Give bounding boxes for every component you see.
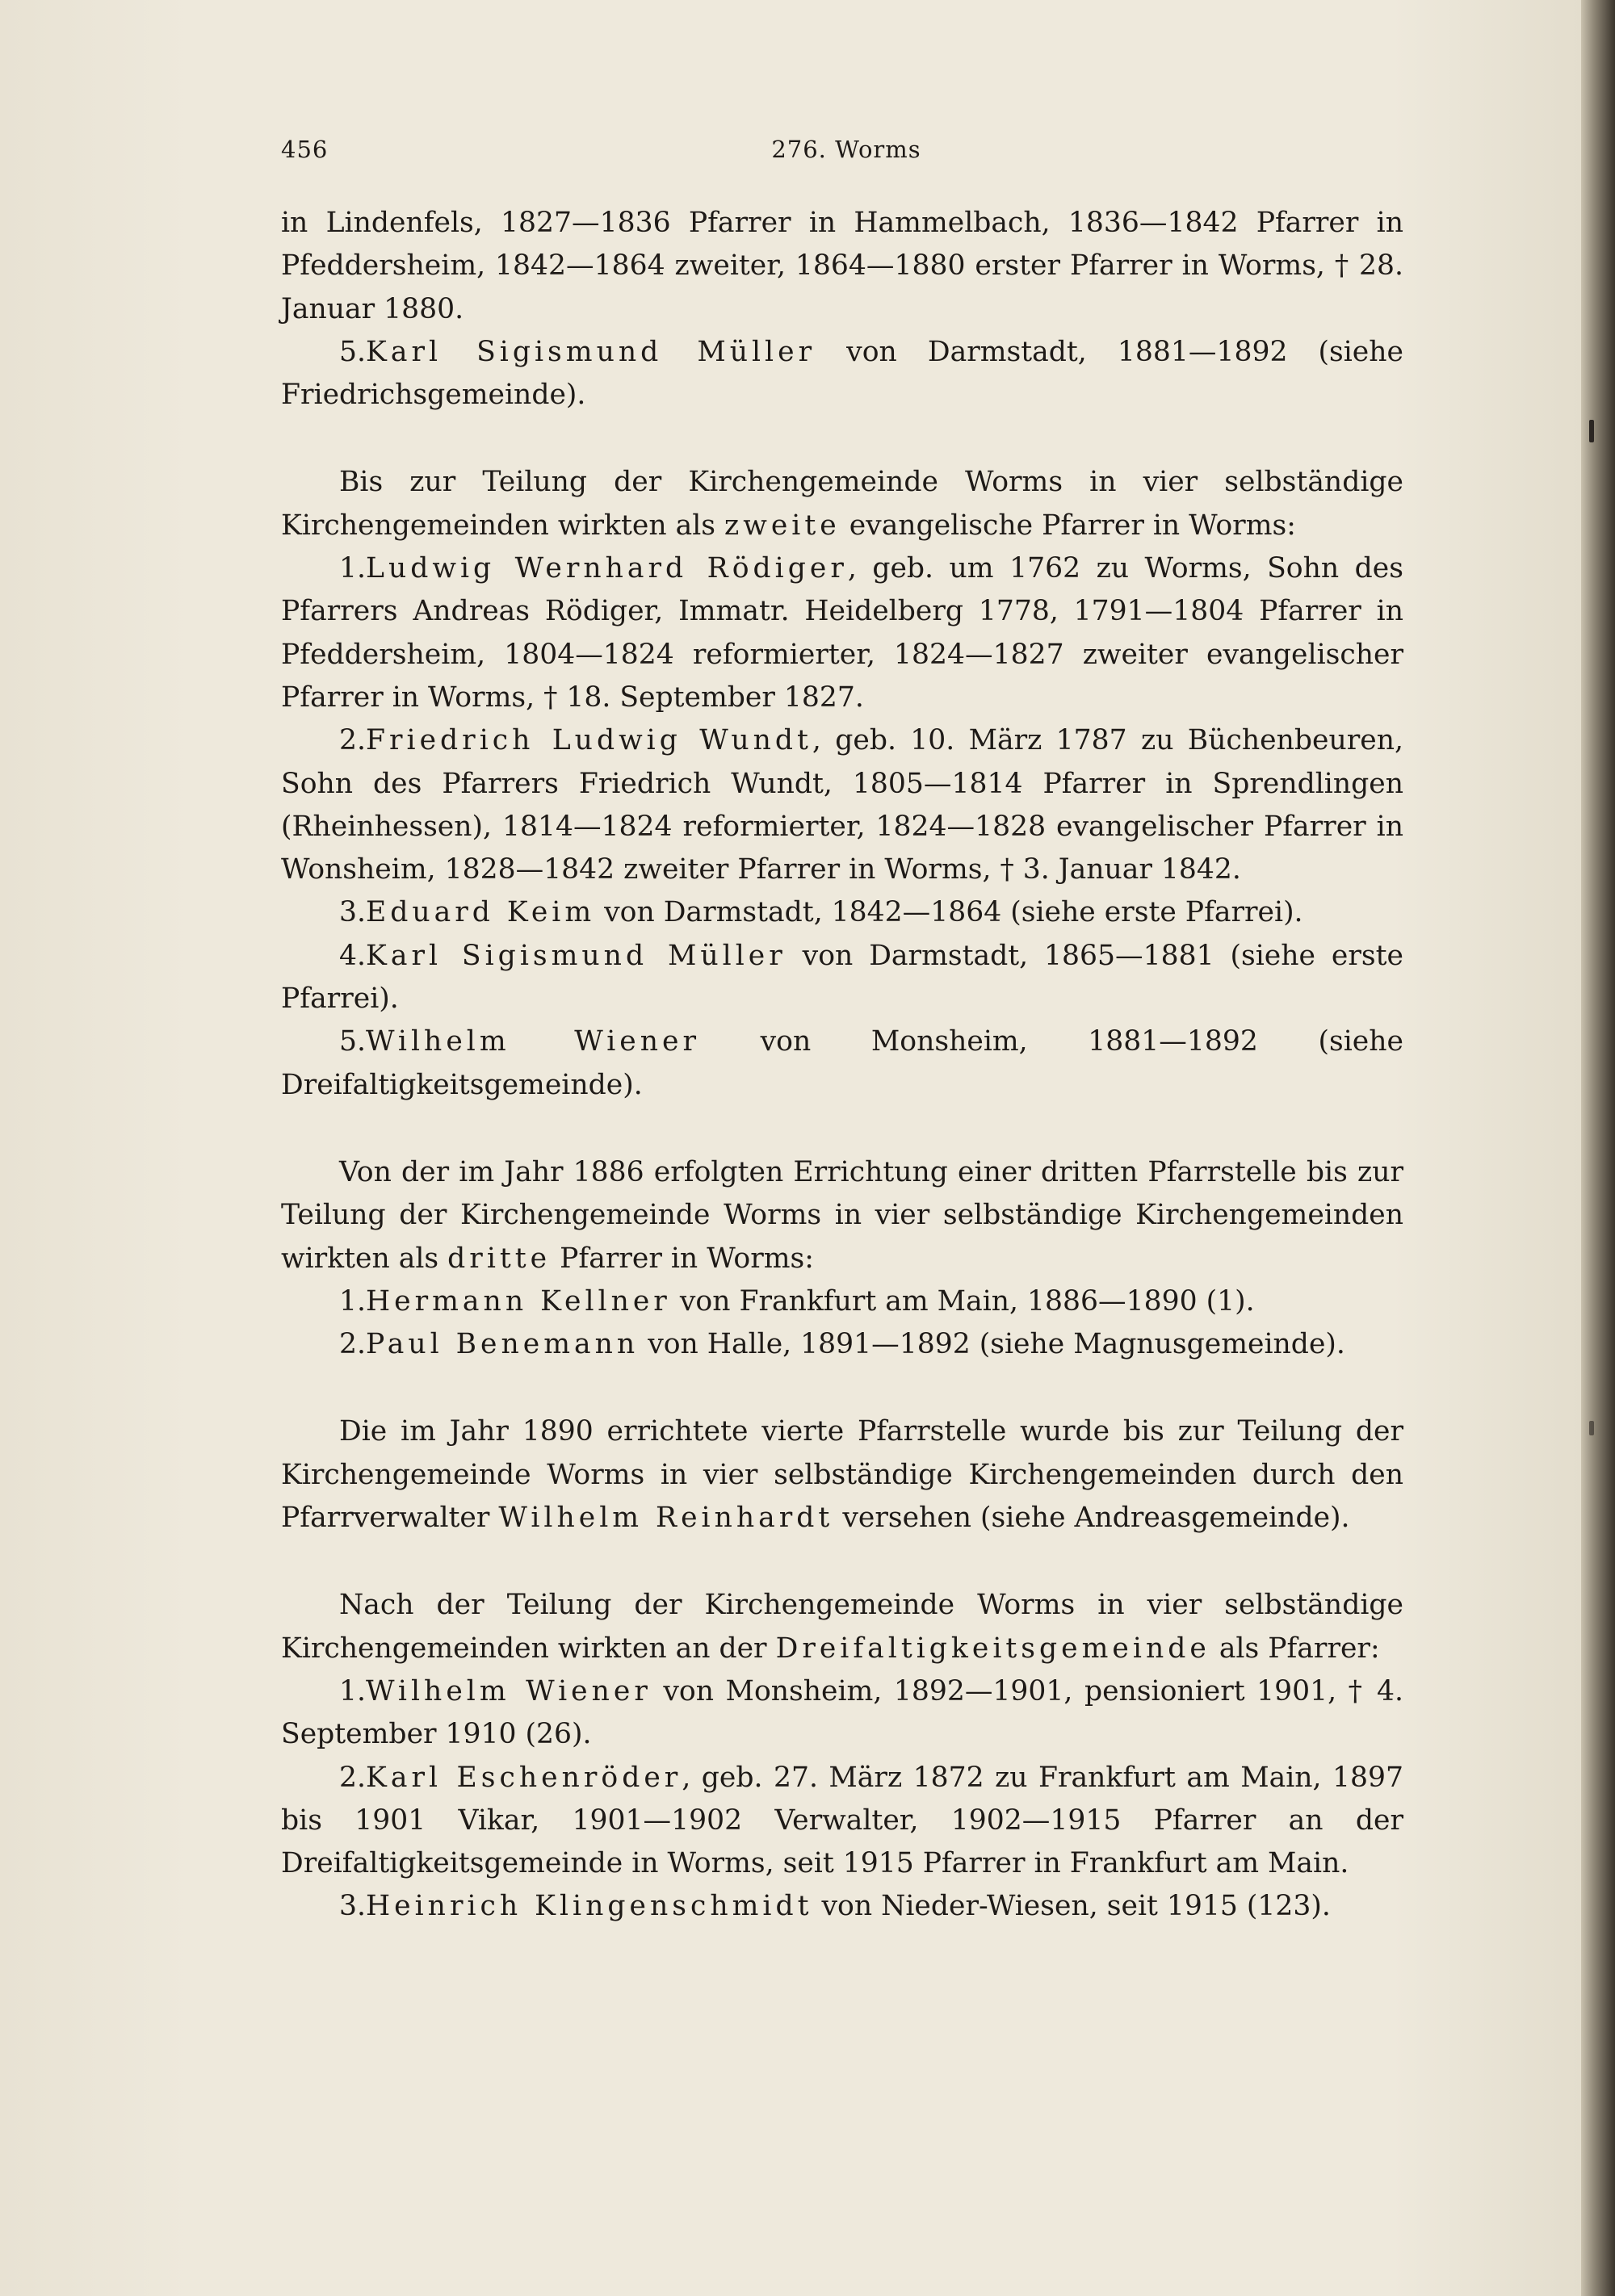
- list-item: [281, 547, 1403, 719]
- item-number: 5.: [339, 1025, 366, 1058]
- item-details: , geb. 10. März 1787 zu Büchenbeuren, Sohn des Pfarrers Friedrich Wundt, 1805—1814 Pfarrer in Sprendlingen (Rheinhessen), 1814—1824 reformierter, 1824—1828 evangelischer Pfarrer in Wonsheim, 1828—1842 zweiter Pfarrer in Worms, † 3. Januar 1842.: [281, 724, 1403, 886]
- paragraph-continuation: in Lindenfels, 1827—1836 Pfarrer in Hammelbach, 1836—1842 Pfarrer in Pfeddersheim, 1842—1864 zweiter, 1864—1880 erster Pfarrer in Worms, † 28. Januar 1880.: [281, 207, 1403, 325]
- emphasized-word: dritte: [447, 1242, 552, 1275]
- section-gap: [281, 1107, 1403, 1151]
- section-gap: [281, 417, 1403, 461]
- item-number: 1.: [339, 552, 366, 585]
- page-number: 456: [281, 136, 329, 163]
- intro-text: Bis zur Teilung der Kirchengemeinde Worms in vier selbständige Kirchengemeinden wirkten als: [281, 466, 1403, 542]
- person-name: Friedrich Ludwig Wundt: [366, 724, 812, 757]
- edge-mark: [1589, 1421, 1594, 1435]
- person-name: Heinrich Klingenschmidt: [366, 1890, 813, 1923]
- list-item: [281, 1020, 1403, 1107]
- list-item: [281, 1670, 1403, 1757]
- person-name: Hermann Kellner: [366, 1284, 671, 1318]
- item-number: 1.: [339, 1284, 366, 1318]
- list-item: [281, 331, 1403, 417]
- paragraph-text: versehen (siehe Andreasgemeinde).: [833, 1502, 1350, 1535]
- list-item: [281, 891, 1403, 934]
- list-item: [281, 1280, 1403, 1323]
- item-details: , geb. 27. März 1872 zu Frankfurt am Main, 1897 bis 1901 Vikar, 1901—1902 Verwalter, 1902—1915 Pfarrer an der Dreifaltigkeitsgemeinde in Worms, seit 1915 Pfarrer in Frankfurt am Main.: [281, 1761, 1403, 1880]
- section-gap: [281, 1366, 1403, 1410]
- section-gap: [281, 1540, 1403, 1584]
- list-item: [281, 1323, 1403, 1366]
- item-details: von Darmstadt, 1842—1864 (siehe erste Pfarrei).: [595, 896, 1303, 929]
- section-intro-zweite: [281, 461, 1403, 547]
- person-name: Wilhelm Wiener: [366, 1674, 652, 1707]
- item-details: von Darmstadt, 1865—1881 (siehe erste Pfarrei).: [281, 939, 1403, 1016]
- page-body: [281, 202, 1403, 1929]
- section-intro-dritte: [281, 1151, 1403, 1280]
- paragraph-text: Die im Jahr 1890 errichtete vierte Pfarrstelle wurde bis zur Teilung der Kirchengemeinde Worms in vier selbständige Kirchengemeinden durch den Pfarrverwalter: [281, 1415, 1403, 1535]
- person-name: Ludwig Wernhard Rödiger: [366, 552, 848, 585]
- page-header: [281, 136, 1412, 168]
- item-number: 3.: [339, 896, 366, 929]
- item-details: von Frankfurt am Main, 1886—1890 (1).: [670, 1284, 1255, 1318]
- person-name: Eduard Keim: [366, 896, 596, 929]
- item-details: von Monsheim, 1881—1892 (siehe Dreifaltigkeitsgemeinde).: [281, 1025, 1403, 1101]
- intro-text: Pfarrer in Worms:: [551, 1242, 814, 1275]
- item-number: 2.: [339, 724, 366, 757]
- intro-text: Von der im Jahr 1886 erfolgten Errichtung einer dritten Pfarrstelle bis zur Teilung der Kirchengemeinde Worms in vier selbständige Kirchengemeinden wirkten als: [281, 1155, 1403, 1275]
- person-name: Wilhelm Reinhardt: [498, 1502, 834, 1535]
- item-details: von Monsheim, 1892—1901, pensioniert 1901, † 4. September 1910 (26).: [281, 1674, 1403, 1751]
- item-number: 1.: [339, 1674, 366, 1707]
- section-vierte-pfarrstelle: [281, 1410, 1403, 1540]
- item-number: 3.: [339, 1890, 366, 1923]
- list-item: [281, 935, 1403, 1021]
- running-title: 276. Worms: [771, 136, 921, 163]
- item-number: 2.: [339, 1328, 366, 1361]
- list-item: [281, 1757, 1403, 1886]
- person-name: Wilhelm Wiener: [366, 1025, 700, 1058]
- page-edge-shadow: [1581, 0, 1615, 2296]
- item-details: von Darmstadt, 1881—1892 (siehe Friedrichsgemeinde).: [281, 335, 1403, 412]
- item-number: 5.: [339, 335, 366, 368]
- list-item: [281, 719, 1403, 891]
- item-number: 4.: [339, 939, 366, 972]
- edge-mark: [1589, 420, 1594, 442]
- item-number: 2.: [339, 1761, 366, 1794]
- item-details: , geb. um 1762 zu Worms, Sohn des Pfarrers Andreas Rödiger, Immatr. Heidelberg 1778, 1791—1804 Pfarrer in Pfeddersheim, 1804—1824 reformierter, 1824—1827 zweiter evangelischer Pfarrer in Worms, † 18. September 1827.: [281, 552, 1403, 714]
- person-name: Karl Sigismund Müller: [366, 939, 787, 972]
- intro-text: evangelische Pfarrer in Worms:: [840, 509, 1296, 542]
- section-intro-dreifaltigkeit: [281, 1584, 1403, 1670]
- intro-text: als Pfarrer:: [1210, 1632, 1380, 1665]
- list-item: [281, 1885, 1403, 1928]
- intro-text: Nach der Teilung der Kirchengemeinde Worms in vier selbständige Kirchengemeinden wirkten an der: [281, 1589, 1403, 1665]
- person-name: Karl Eschenröder: [366, 1761, 682, 1794]
- emphasized-word: Dreifaltigkeitsgemeinde: [775, 1632, 1210, 1665]
- item-details: von Halle, 1891—1892 (siehe Magnusgemeinde).: [639, 1328, 1345, 1361]
- emphasized-word: zweite: [724, 509, 841, 542]
- person-name: Paul Benemann: [366, 1328, 640, 1361]
- person-name: Karl Sigismund Müller: [366, 335, 816, 368]
- item-details: von Nieder-Wiesen, seit 1915 (123).: [812, 1890, 1331, 1923]
